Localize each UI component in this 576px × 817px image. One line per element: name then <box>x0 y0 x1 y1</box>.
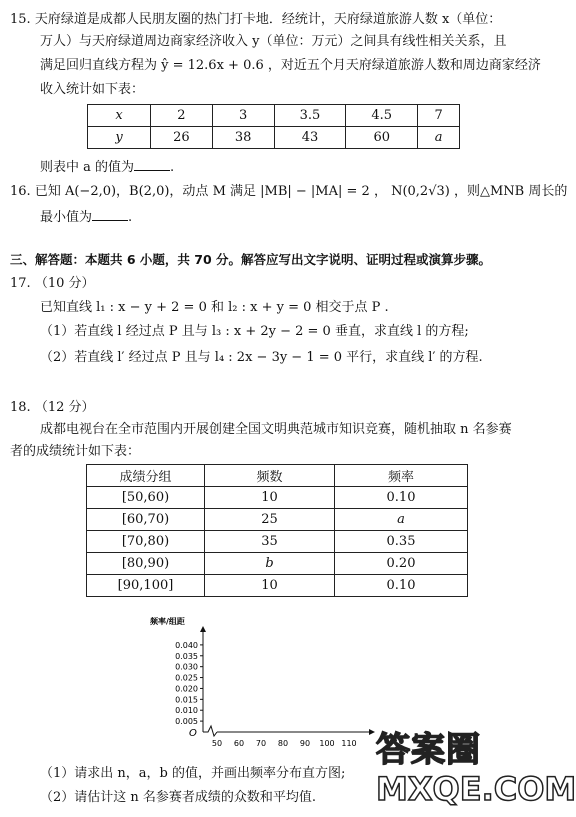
group-cell: [90,100] <box>87 575 205 597</box>
q17-text-1: 已知直线 l₁ : x − y + 2 = 0 和 l₂ : x + y = 0 相交于点 P . <box>40 300 389 315</box>
q18-part-1: （1）请求出 n，a，b 的值，并画出频率分布直方图; <box>40 766 346 781</box>
q15-text-4: 收入统计如下表： <box>40 82 145 97</box>
count-cell: 10 <box>205 487 335 509</box>
q15-y-cell: 26 <box>151 127 213 149</box>
chart-y-tick-label: 0.010 <box>175 706 198 716</box>
q17-part-2: （2）若直线 l′ 经过点 P 且与 l₄ : 2x − 3y − 1 = 0 平行，求直线 l′ 的方程. <box>40 350 483 365</box>
q18-number: 18. <box>10 400 31 415</box>
watermark-logo: 答案圈 <box>376 730 481 770</box>
q18-table <box>86 464 468 597</box>
table-row <box>87 509 468 531</box>
histogram-axes <box>140 612 380 752</box>
q18-part-2: （2）请估计这 n 名参赛者成绩的众数和平均值. <box>40 790 317 805</box>
chart-x-tick-label: 50 <box>211 739 223 748</box>
q15-table-row-x <box>88 105 460 127</box>
freq-cell: 0.35 <box>335 531 468 553</box>
q18-table-header <box>87 465 468 487</box>
q15-x-label: x <box>88 105 151 127</box>
q15-line1 <box>10 12 501 28</box>
q15-answer-suffix: . <box>170 160 175 175</box>
group-cell: [60,70) <box>87 509 205 531</box>
freq-cell: 0.20 <box>335 553 468 575</box>
chart-x-ticks <box>212 739 357 748</box>
q15-y-cell: 43 <box>274 127 346 149</box>
chart-y-tick-label: 0.030 <box>175 662 198 672</box>
chart-y-arrow <box>200 626 206 632</box>
chart-origin-label: O <box>189 728 197 739</box>
chart-y-tick-label: 0.040 <box>175 640 198 650</box>
chart-x-tick-label: 80 <box>277 739 289 748</box>
q16-text-1: 已知 A(−2,0)，B(2,0)，动点 M 满足 |MB| − |MA| = 2 ， N(0,2√3) ，则△MNB 周长的 <box>34 184 568 199</box>
section-heading: 三、解答题：本题共 6 小题，共 70 分。解答应写出文字说明、证明过程或演算步骤。 <box>10 252 492 267</box>
q18-header-cell: 频数 <box>205 465 335 487</box>
q17-points: （10 分） <box>34 276 95 291</box>
table-row <box>87 531 468 553</box>
q15-x-cell: 3 <box>212 105 274 127</box>
q15-x-cell: 4.5 <box>346 105 418 127</box>
chart-y-ticks <box>175 641 203 726</box>
answer-blank <box>92 208 128 221</box>
count-cell: 35 <box>205 531 335 553</box>
q15-y-cell: 60 <box>346 127 418 149</box>
q15-text-2: 万人）与天府绿道周边商家经济收入 y（单位：万元）之间具有线性相关关系，且 <box>40 34 507 49</box>
chart-y-tick-label: 0.035 <box>175 651 198 661</box>
q18-points: （12 分） <box>34 400 95 415</box>
q18-header-cell: 成绩分组 <box>87 465 205 487</box>
chart-y-tick-label: 0.015 <box>175 695 198 705</box>
q17-header <box>10 276 95 292</box>
count-cell: b <box>205 553 335 575</box>
q16-answer-prefix: 最小值为 <box>40 210 93 225</box>
q18-text-1: 成都电视台在全市范围内开展创建全国文明典范城市知识竞赛，随机抽取 n 名参赛 <box>40 422 512 437</box>
group-cell: [80,90) <box>87 553 205 575</box>
answer-blank <box>134 158 170 171</box>
q17-number: 17. <box>10 276 31 291</box>
watermark-url: MXQE.COM <box>376 770 576 808</box>
chart-x-arrow <box>369 729 375 735</box>
q15-y-cell: a <box>418 127 460 149</box>
q17-part-1: （1）若直线 l 经过点 P 且与 l₃ : x + 2y − 2 = 0 垂直，求直线 l 的方程; <box>40 324 469 339</box>
chart-y-tick-label: 0.020 <box>175 684 198 694</box>
table-row <box>87 487 468 509</box>
chart-x-tick-label: 90 <box>299 739 311 748</box>
count-cell: 10 <box>205 575 335 597</box>
chart-y-tick-label: 0.025 <box>175 673 198 683</box>
q15-text-1: 天府绿道是成都人民朋友圈的热门打卡地．经统计，天府绿道旅游人数 x（单位： <box>34 12 502 27</box>
q15-table-row-y <box>88 127 460 149</box>
q15-x-cell: 3.5 <box>274 105 346 127</box>
q15-y-label: y <box>88 127 151 149</box>
freq-cell: a <box>335 509 468 531</box>
table-row <box>87 553 468 575</box>
chart-y-label: 频率/组距 <box>150 617 185 626</box>
chart-x-tick-label: 100 <box>319 739 335 748</box>
count-cell: 25 <box>205 509 335 531</box>
q15-answer-prefix: 则表中 a 的值为 <box>40 160 135 175</box>
chart-axis-break <box>203 726 217 736</box>
q15-number: 15. <box>10 12 31 27</box>
chart-y-tick-label: 0.005 <box>175 717 198 727</box>
group-cell: [70,80) <box>87 531 205 553</box>
q18-header <box>10 400 95 416</box>
q15-x-cell: 7 <box>418 105 460 127</box>
q18-header-cell: 频率 <box>335 465 468 487</box>
q16-line1 <box>10 184 567 200</box>
q16-answer-suffix: . <box>128 210 133 225</box>
group-cell: [50,60) <box>87 487 205 509</box>
q15-answer-line <box>40 158 174 176</box>
chart-x-tick-label: 110 <box>341 739 357 748</box>
freq-cell: 0.10 <box>335 575 468 597</box>
q15-text-3: 满足回归直线方程为 ŷ = 12.6x + 0.6 ，对近五个月天府绿道旅游人数和周边商家经济 <box>40 58 541 73</box>
q18-text-2: 者的成绩统计如下表： <box>10 444 141 459</box>
q15-table <box>87 104 460 149</box>
q16-answer-line <box>40 208 132 226</box>
chart-x-tick-label: 60 <box>233 739 245 748</box>
q15-y-cell: 38 <box>212 127 274 149</box>
freq-cell: 0.10 <box>335 487 468 509</box>
table-row <box>87 575 468 597</box>
q16-number: 16. <box>10 184 31 199</box>
q15-x-cell: 2 <box>151 105 213 127</box>
chart-x-tick-label: 70 <box>255 739 267 748</box>
